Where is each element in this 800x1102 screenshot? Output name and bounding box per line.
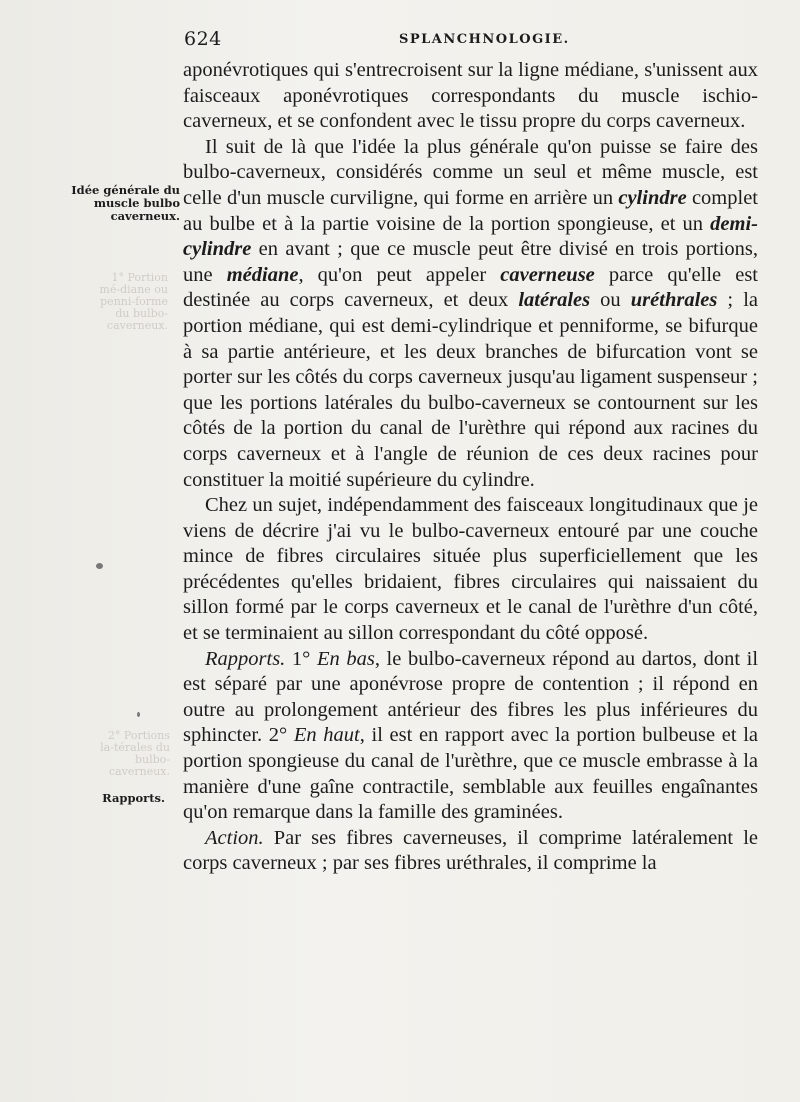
paragraph: aponévrotiques qui s'entrecroisent sur la ligne médiane, s'unissent aux faisceaux aponévrotiques correspondants du muscle ischio-caverneux, et se confondent avec le tissu propre du corps caverneux.	[183, 59, 758, 133]
page-header	[184, 28, 774, 54]
emphasis: Action.	[205, 826, 264, 849]
emphasis: caverneuse	[500, 263, 595, 286]
emphasis: uréthrales	[630, 289, 718, 312]
ink-speck	[137, 712, 140, 717]
emphasis: cylindre	[618, 186, 687, 209]
text-run: , il est en rapport avec la portion bulbeuse et la portion spongieuse du canal de l'urèthre, que ce muscle embrasse à la manière d'une gaîne contractile, semblable aux feuilles engaînantes qu'on remarque dans la famille des graminées.	[183, 724, 758, 824]
emphasis: demi-cylindre	[183, 212, 758, 261]
margin-note-rapports: Rapports.	[102, 791, 165, 805]
paragraph	[183, 647, 758, 826]
emphasis: Rapports.	[205, 647, 286, 670]
bleed-through-text: 1° Portion mé-diane ou penni-forme du bulbo-caverneux.	[99, 271, 168, 332]
running-head: SPLANCHNOLOGIE.	[399, 32, 570, 47]
ink-speck	[96, 563, 103, 569]
text-run: en avant ; que ce muscle peut être divisé en trois portions, une	[183, 238, 758, 286]
text-run: ; la portion médiane, qui est demi-cylindrique et penniforme, se bifurque à sa partie antérieure, et les deux branches de bifurcation vont se porter sur les côtés du corps caverneux jusqu'au ligament suspenseur ; que les portions latérales du bulbo-caverneux se contournent sur les côtés de la portion du canal de l'urèthre qui répond aux racines du corps caverneux et à l'angle de réunion de ces deux racines pour constituer la moitié supérieure du cylindre.	[183, 289, 758, 491]
paragraph: Chez un sujet, indépendamment des faisceaux longitudinaux que je viens de décrire j'ai vu le bulbo-caverneux entouré par une couche mince de fibres circulaires située plus superficiellement que les précédentes qu'elles bridaient, fibres circulaires qui naissaient du sillon formé par le corps caverneux et le canal de l'urèthre d'un côté, et se terminaient au sillon correspondant du côté opposé.	[183, 494, 758, 645]
text-run: complet au bulbe et à la partie voisine de la portion spongieuse, et un	[183, 186, 758, 235]
bleed-through-text: 2° Portions la-térales du bulbo-caverneux.	[100, 729, 170, 778]
emphasis: En haut	[293, 724, 360, 747]
margin-note-idee-generale: Idée générale du muscle bulbo caverneux.	[71, 183, 180, 223]
emphasis: En bas	[316, 647, 375, 670]
text-run: , le bulbo-caverneux répond au dartos, dont il est séparé par une aponévrose propre de contention ; il répond en outre au prolongement antérieur des fibres les plus inférieures du sphincter. 2°	[183, 647, 759, 747]
text-run: 1°	[285, 647, 317, 670]
emphasis: médiane	[226, 263, 299, 286]
page-number: 624	[184, 28, 222, 50]
paragraph	[183, 826, 758, 877]
text-run: , qu'on peut appeler	[298, 263, 501, 286]
text-run: Il suit de là que l'idée la plus générale qu'on puisse se faire des bulbo-caverneux, considérés comme un seul et même muscle, est celle d'un muscle curviligne, qui forme en arrière un	[183, 135, 758, 209]
body-text	[183, 58, 758, 877]
paragraph	[183, 135, 758, 493]
text-run: Par ses fibres caverneuses, il comprime latéralement le corps caverneux ; par ses fibres uréthrales, il comprime la	[183, 826, 758, 875]
emphasis: latérales	[518, 289, 591, 312]
text-run: parce qu'elle est destinée au corps caverneux, et deux	[183, 263, 758, 312]
text-run: ou	[590, 289, 631, 312]
